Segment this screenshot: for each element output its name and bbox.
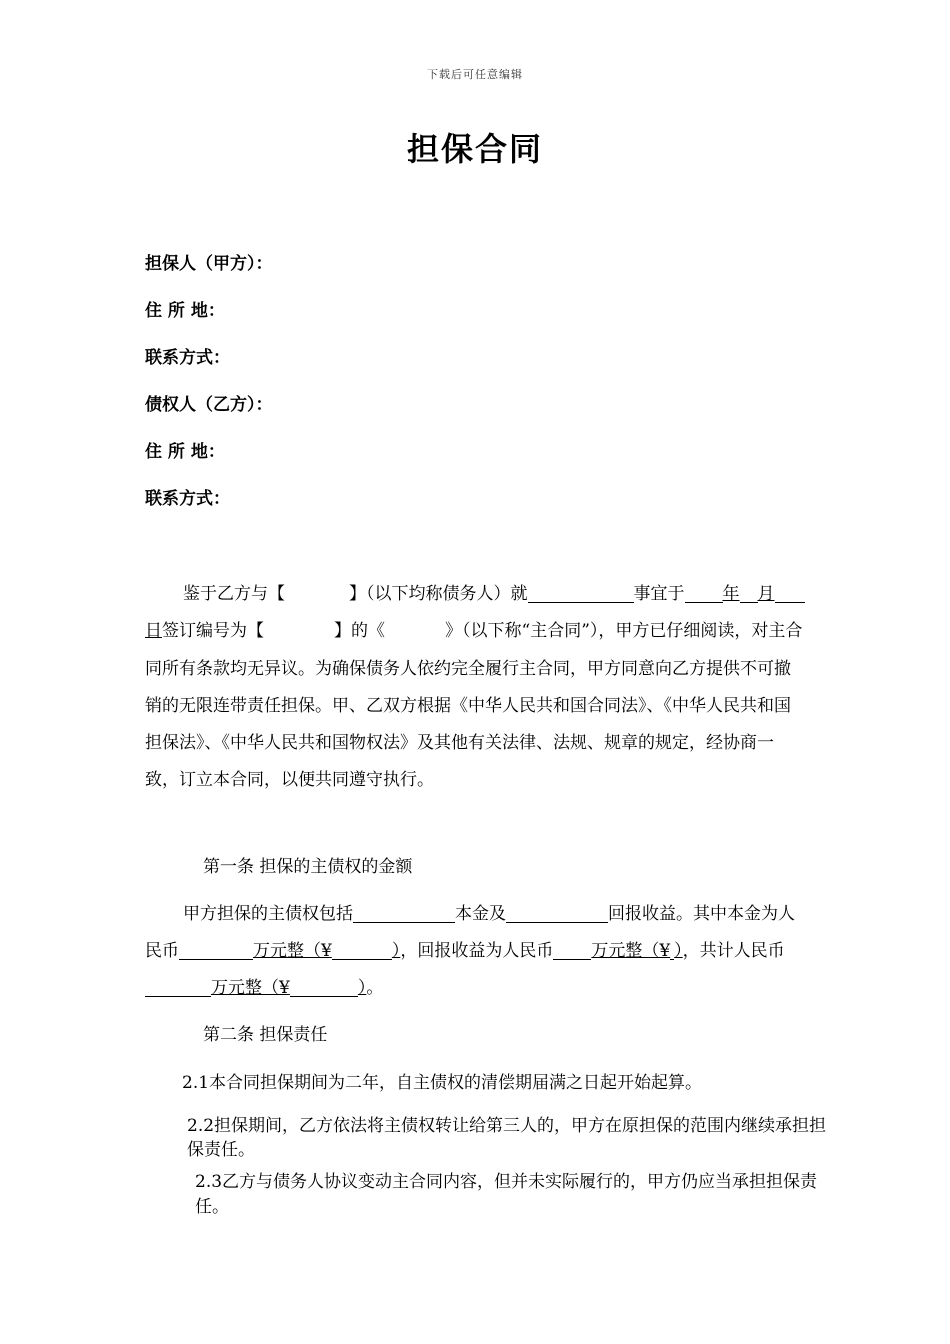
intro-text: 签订编号为【 [162,621,264,642]
return-amount-label: 万元整（¥ [591,941,671,961]
intro-text: 】（以下均称债务人）就 [349,584,528,604]
guarantor-address-label: 住 所 地： [145,301,225,321]
clause-2-1: 2.1本合同担保期间为二年，自主债权的清偿期届满之日起开始起算。 [182,1073,703,1093]
principal-blank [353,902,455,923]
month-blank [775,582,805,603]
article-1-text: ，回报收益为人民币 [400,941,554,961]
clause-2-2-text: 2.2担保期间，乙方依法将主债权转让给第三人的，甲方在原担保的范围内继续承担担保责任。 [187,1116,827,1160]
article-1-text: 本金及 [455,904,506,924]
principal-amount-label: 万元整（¥ [253,941,332,961]
intro-text: 】的《 [334,621,385,642]
intro-text: 鉴于乙方与【 [183,584,285,604]
intro-paragraph [145,576,805,800]
total-close: ） [357,978,367,998]
intro-text: 》（以下称“主合同”），甲方已仔细阅读，对主合同所有条款均无异议。为确保债务人依约完全履行主合同，甲方同意向乙方提供不可撤销的无限连带责任担保。甲、乙双方根据《中华人民共和国合同法》、《中华人民共和国担保法》、《中华人民共和国物权法》及其他有关法律、法规、规章的规定，经协商一致，订立本合同，以便共同遵守执行。 [145,621,803,791]
return-blank [506,902,608,923]
article-2-title: 第二条 担保责任 [203,1025,328,1045]
creditor-address-label: 住 所 地： [145,442,225,462]
intro-text: 事宜于 [633,584,685,604]
creditor-contact-label: 联系方式： [145,489,230,509]
year-label: 年 [722,584,740,604]
principal-amount-blank [179,939,253,960]
article-1-text: 回报收益。其中本金为人民币 [145,904,795,961]
article-1-text: 。 [366,978,384,998]
document-title: 担保合同 [406,130,543,168]
guarantor-contact-label: 联系方式： [145,348,230,368]
total-amount-blank [145,976,211,997]
month-label: 月 [757,584,775,604]
article-1-body [145,896,805,1007]
year-blank [685,582,723,603]
principal-yuan-blank [332,939,392,960]
total-yuan-blank [290,976,358,997]
clause-2-3-text: 2.3乙方与债务人协议变动主合同内容，但并未实际履行的，甲方仍应当承担担保责任。 [195,1172,818,1217]
guarantor-label: 担保人（甲方）： [145,254,273,274]
article-1-text: 甲方担保的主债权包括 [183,904,353,924]
article-1-text: ，共计人民币 [682,941,785,961]
total-amount-label: 万元整（¥ [211,978,290,998]
principal-close: ） [391,941,401,961]
clause-2-2 [157,1114,837,1162]
return-amount-blank [553,939,591,960]
day-label: 日 [145,621,162,642]
return-close: ） [674,941,683,961]
year-tail-blank [740,582,758,603]
header-note: 下载后可任意编辑 [427,68,523,81]
clause-2-3 [157,1170,845,1220]
article-1-title: 第一条 担保的主债权的金额 [203,857,413,877]
creditor-label: 债权人（乙方）： [145,395,273,415]
matter-blank [528,582,634,603]
party-info [145,250,273,532]
